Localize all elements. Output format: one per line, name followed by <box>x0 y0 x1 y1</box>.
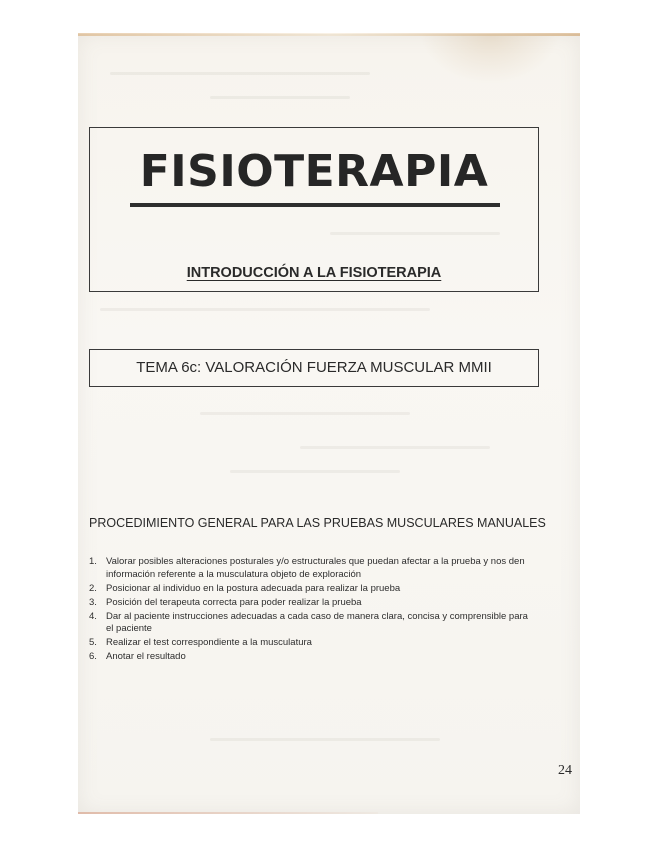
list-item-text: Posición del terapeuta correcta para poder realizar la prueba <box>106 596 362 608</box>
list-item-text: Posicionar al individuo en la postura adecuada para realizar la prueba <box>106 582 401 594</box>
list-item <box>89 556 529 581</box>
topic-box <box>89 349 539 387</box>
procedure-list <box>89 556 529 665</box>
list-item-number: 6. <box>89 651 97 662</box>
list-item-text: Anotar el resultado <box>106 651 186 662</box>
title-box <box>89 127 539 292</box>
list-item <box>89 583 529 596</box>
list-item <box>89 651 529 664</box>
bleed-through-line <box>230 470 400 473</box>
paper-bottom-edge <box>78 812 378 814</box>
bleed-through-line <box>100 308 430 311</box>
bleed-through-line <box>210 738 440 741</box>
document-title: FISIOTERAPIA <box>139 146 489 197</box>
topic-title: TEMA 6c: VALORACIÓN FUERZA MUSCULAR MMII <box>136 359 492 376</box>
list-item-number: 5. <box>89 637 97 648</box>
bleed-through-line <box>110 72 370 75</box>
list-item <box>89 611 529 636</box>
list-item-number: 3. <box>89 596 97 608</box>
list-item-number: 2. <box>89 582 97 594</box>
list-item-number: 1. <box>89 556 97 567</box>
bleed-through-line <box>200 412 410 415</box>
list-item-text: Realizar el test correspondiente a la musculatura <box>106 637 312 648</box>
section-heading: PROCEDIMIENTO GENERAL PARA LAS PRUEBAS MUSCULARES MANUALES <box>89 516 546 530</box>
title-underline <box>130 203 500 207</box>
list-item-text: Valorar posibles alteraciones posturales y/o estructurales que puedan afectar a la prueba y nos den información referente a la musculatura objeto de exploración <box>106 556 525 580</box>
list-item <box>89 637 529 650</box>
document-subtitle: INTRODUCCIÓN A LA FISIOTERAPIA <box>186 265 442 281</box>
bleed-through-line <box>300 446 490 449</box>
paper-shadow <box>420 34 560 84</box>
bleed-through-line <box>210 96 350 99</box>
list-item <box>89 597 529 610</box>
list-item-number: 4. <box>89 610 97 622</box>
page-number: 24 <box>558 763 572 778</box>
list-item-text: Dar al paciente instrucciones adecuadas a cada caso de manera clara, concisa y comprensible para el paciente <box>106 610 528 634</box>
